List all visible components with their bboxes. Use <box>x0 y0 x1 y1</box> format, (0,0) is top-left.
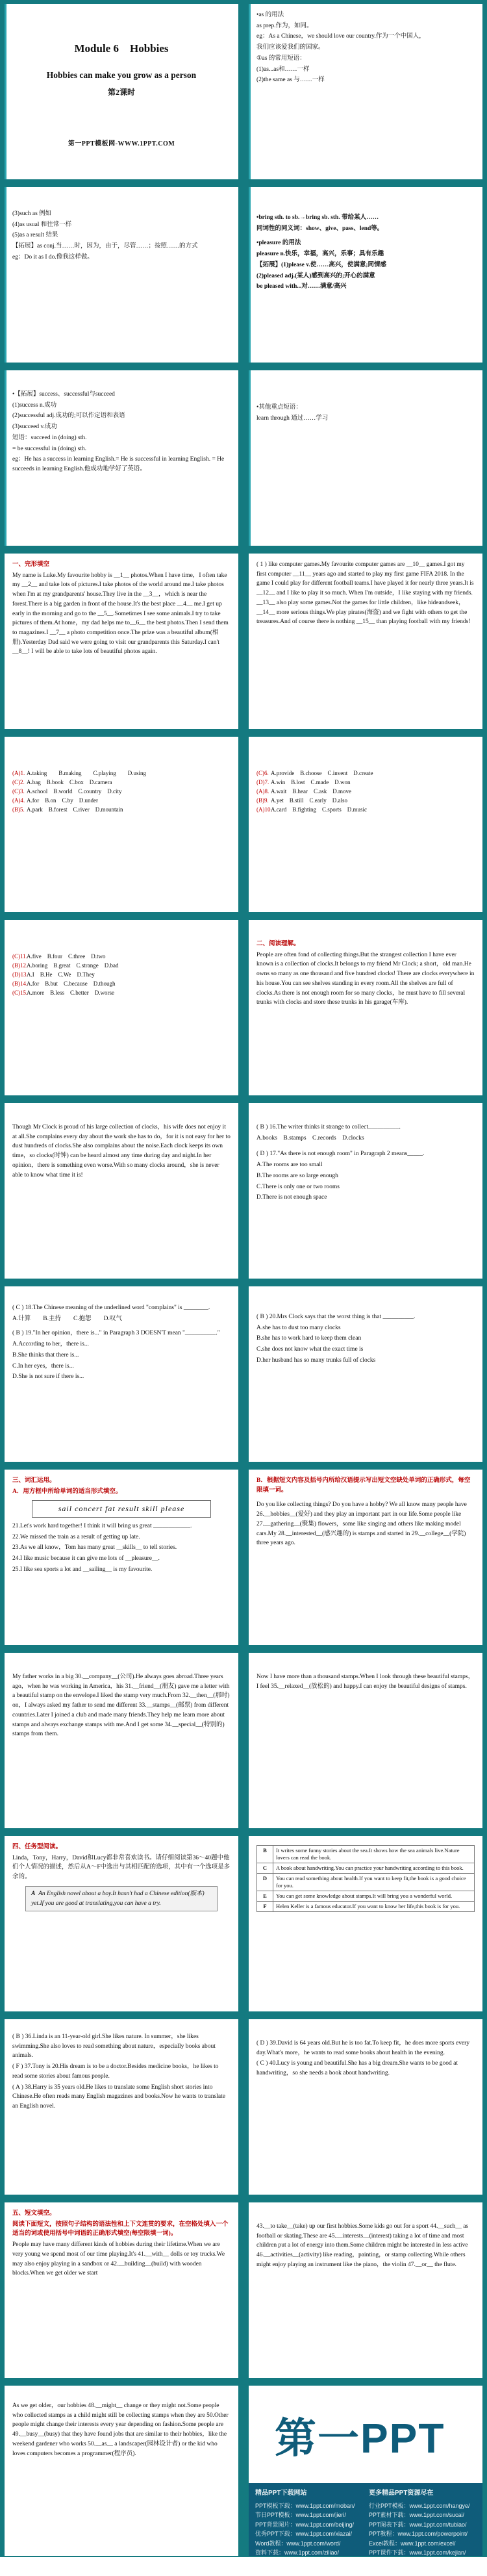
mcq-item <box>256 787 475 797</box>
text-line: be pleased with...对……满意/高兴 <box>256 283 347 290</box>
text-line: (5)as a result 结果 <box>12 232 58 239</box>
answer-number: (B)5. <box>12 806 25 813</box>
slide-fill-blanks-3 <box>5 2386 238 2556</box>
text-line: 【拓展】(1)please v.使……高兴，使满意;同情感 <box>256 261 387 268</box>
text-line: (4)as usual 和往常一样 <box>12 221 72 228</box>
answer-number: (C)3. <box>12 787 25 795</box>
text-line: pleasure n.快乐，幸福，高兴，乐事；具有乐趣 <box>256 251 384 258</box>
section-heading: 一、完形填空 <box>12 561 50 568</box>
brand-link[interactable]: Word教程：www.1ppt.com/word/ <box>255 2540 341 2547</box>
passage-text: My name is Luke.My favourite hobby is __1__ photos.When I have time，I often take my __2__ and take lots of pictures.I take photos of the world around me.I take photos when I'm at my grandparents' house.They live in the __3__，which is near the forest.There is a big garden in front of the house.It's the best place __4__ me.I get up early in the morning and go to the __5__.Sometimes I see some animals.I try to take pictures of them.At home，my dad helps me to__6__ the best photos.Then I send them to magazines.I __7__ a photo competition once.The prize was a beautiful album(相册).Yesterday Dad said we were going to visit our grandparents this Saturday.I can't __8__! I will be able to take lots of beautiful photos again. <box>12 572 229 656</box>
word-box: sail concert fat result skill please <box>32 1500 211 1518</box>
slide-row-14 <box>0 2382 487 2575</box>
mcq-item <box>12 778 231 787</box>
slide-row-8 <box>0 1282 487 1466</box>
brand-link[interactable]: 行业PPT模板：www.1ppt.com/hangye/ <box>369 2503 470 2509</box>
question-18: ( C ) 18.The Chinese meaning of the underlined word "complains" is ________. <box>12 1305 210 1311</box>
slide-row-4 <box>0 550 487 733</box>
slide-bring-pleasure <box>249 187 482 363</box>
text-line: eg：As a Chinese，we should love our country.作为一个中国人， <box>256 33 425 40</box>
section-heading: 二、阅读理解。 <box>256 941 300 947</box>
answer-number: (D)13. <box>12 971 28 978</box>
mcq-item <box>12 989 231 998</box>
slide-row-2 <box>0 183 487 366</box>
slide-question-20 <box>249 1286 482 1462</box>
question-option: A.she has to dust too many clocks <box>256 1324 341 1331</box>
task-item: ( C ) 40.Lucy is young and beautiful.She has a big dream.She wants to be good at handwriting，so she needs a book about handwriting. <box>256 2060 458 2077</box>
answer-number: (B)9. <box>256 797 269 804</box>
slide-fill-blanks <box>5 2202 238 2378</box>
unit-title: Hobbies can make you grow as a person <box>46 70 197 81</box>
question-options: A.books B.stamps C.records D.clocks <box>256 1134 364 1141</box>
task-item: ( A ) 38.Harry is 35 years old.He likes to translate some English short stories into Chinese.He often reads many English magazines and books.Now he wants to translate an English novel. <box>12 2084 225 2110</box>
answer-options: A.more B.less C.better D.worse <box>27 989 114 996</box>
slide-other-phrases <box>249 370 482 546</box>
slide-as-usage <box>249 4 482 179</box>
passage-text: Do you like collecting things? Do you have a hobby? We all know many people have 26.__hobbies__(爱好) and they play an important part in our life.Some people like 27.__gathering__(聚集) flowers，some like singing and others like making model cars.My 28.__interested__(感兴趣的) is stamps and started in 29.__college__(学院) three years ago. <box>256 1501 467 1547</box>
answer-number: (C)15. <box>12 989 28 996</box>
question-option: B.The rooms are so large enough <box>256 1172 338 1179</box>
answer-options: A.boring B.great C.strange D.bad <box>27 962 119 969</box>
slide-options-6-10 <box>249 737 482 912</box>
vocab-item: 25.I like sea sports a lot and __sailing__ is my favourite. <box>12 1566 153 1573</box>
text-line: (1)as...as和……一样 <box>256 66 310 73</box>
slide-as-phrases <box>5 187 238 363</box>
vocab-item: 22.We missed the train as a result of getting up late. <box>12 1533 140 1540</box>
section-heading: 四、任务型阅读。 <box>12 1844 62 1850</box>
passage-text: People are often fond of collecting things.But the strangest collection I have ever known is a collection of clocks.It belongs to my friend Mr Clock; a short，old man.He owns so many as one thousand and five hundred clocks! There are clocks everywhere in his house.You can see shelves standing in every room.All the shelves are full of clocks.As there is not enough room for so many clocks，he must have to fill several trunks with clocks and store these trunks in his garage(车库). <box>256 951 475 1006</box>
brand-link[interactable]: PPT素材下载：www.1ppt.com/sucai/ <box>369 2512 465 2519</box>
passage-text: As we get older，our hobbies 48.__might__ change or they might not.Some people who collected stamps as a child might still be collecting stamps when they are 50.Other people might change their interests every year depending on fashion.Some people are 49.__busy__(busy) that they have found jobs that are similar to their hobbies，like the weekend gardener who works 50.__as__ a landscaper(园林设计者) or the kid who loves computers becomes a programmer(程序员). <box>12 2403 229 2457</box>
slide-success <box>5 370 238 546</box>
text-line: (3)such as 例如 <box>12 210 52 217</box>
slide-row-12 <box>0 2015 487 2199</box>
slide-row-11 <box>0 1832 487 2015</box>
task-intro: Linda，Tony，Harry，David和Lucy都非常喜欢读书。请仔细阅读第36～40题中他们个人情况的描述，然后从A～F中选出与其相匹配的选项，其中有一个选项是多余的。 <box>12 1854 231 1881</box>
slide-fill-blanks-2 <box>249 2202 482 2378</box>
brand-link[interactable]: 试卷下载：www.1ppt.com/shiti/ <box>369 2558 450 2566</box>
task-item: ( F ) 37.Tony is 20.His dream is to be a doctor.Besides medicine books，he likes to read some stories about famous people. <box>12 2063 219 2080</box>
brand-link[interactable]: PPT模板下载：www.1ppt.com/moban/ <box>255 2503 355 2509</box>
passage-text: My father works in a big 30.__company__(公司).He always goes abroad.Three years ago，when he was working in America，his 31.__friend__(朋友) gave me a letter with a beautiful stamp on the envelope.I liked the stamp very much.From 32.__then__(那时) on，I always asked my father to send me different 33.__stamps__(邮票) from different countries.Later I joined a club and made many friends.They help me learn more about stamps and always exchange stamps with me.And I get some 34.__special__(特别的) stamps from them. <box>12 1674 230 1738</box>
slide-task-options <box>249 1836 482 2011</box>
question-16: ( B ) 16.The writer thinks it strange to collect__________. <box>256 1124 401 1130</box>
brand-link[interactable]: 教案下载：www.1ppt.com/jiaoan/ <box>255 2568 342 2575</box>
text-line: = be successful in (doing) sth. <box>12 445 87 452</box>
slide-vocab-a <box>5 1470 238 1645</box>
answer-options: A.wait B.hear C.ask D.move <box>271 787 351 795</box>
brand-column-heading: 精品PPT下载网站 <box>255 2490 307 2497</box>
brand-column <box>255 2488 362 2576</box>
question-option: C.There is only one or two rooms <box>256 1183 340 1190</box>
section-heading: 五、短文填空。 <box>12 2210 56 2217</box>
title-slide <box>5 4 238 179</box>
section-subheading: 阅读下面短文，按照句子结构的语法性和上下文连贯的要求，在空格处填入一个适当的词或使用括号中词语的正确形式填空(每空限填一词)。 <box>12 2221 229 2238</box>
mcq-item <box>256 806 475 815</box>
section-heading: 三、词汇运用。 <box>12 1477 56 1484</box>
answer-options: A.provide B.choose C.invent D.create <box>271 770 373 776</box>
vocab-item: 23.As we all know，Tom has many great __skills__ to tell stories. <box>12 1544 177 1551</box>
mcq-item <box>12 971 231 980</box>
brand-column <box>369 2488 476 2576</box>
answer-number: (C)6. <box>256 770 269 776</box>
answer-number: (D)7. <box>256 778 269 785</box>
section-subheading: A．用方框中所给单词的适当形式填空。 <box>12 1488 122 1495</box>
passage-text: People may have many different kinds of hobbies during their lifetime.When we are very young we spend most of our time playing.It's 41.__with__ dolls or toy trucks.We may also enjoy playing in a sandbox or 42.__building__(build) with wooden blocks.When we get older we start <box>12 2241 225 2277</box>
slide-vocab-b <box>249 1470 482 1645</box>
slide-reading-passage <box>249 920 482 1095</box>
slide-vocab-b-3 <box>249 1653 482 1828</box>
text-line: •其他重点短语： <box>256 404 302 411</box>
question-option: A.The rooms are too small <box>256 1162 323 1169</box>
mcq-item <box>12 980 231 989</box>
answer-options: A.I B.He C.We D.They <box>27 971 95 978</box>
brand-columns <box>255 2488 476 2576</box>
text-line: (3)succeed v.成功 <box>12 424 58 431</box>
brand-link[interactable]: 节日PPT模板：www.1ppt.com/jieri/ <box>255 2512 347 2519</box>
table-row: B It writes some funny stories about the sea.It shows how the sea animals live.Nature lovers can read the book. <box>257 1846 475 1863</box>
slide-row-9 <box>0 1466 487 1649</box>
answer-options: A.taking B.making C.playing D.using <box>27 770 146 776</box>
passage-text: 43.__to take__(take) up our first hobbies.Some kids go out for a sport 44.__such__ as football or skating.These are 45.__interests__(interest) taking a lot of time and most children put a lot of energy into them.Some children might be interested in less active 46.__activities__(activity) like reading，painting，or stamp collecting.While others might enjoy playing an instrument like the piano，the violin 47.__or__ the flute. <box>256 2223 469 2268</box>
options-table <box>256 1845 475 1912</box>
mcq-item <box>12 769 231 778</box>
text-line: •bring sth. to sb.→bring sb. sth. 带给某人…… <box>256 214 379 221</box>
brand-logo: 第一PPT <box>275 2415 445 2462</box>
slide-row-13 <box>0 2199 487 2382</box>
answer-number: (B)14. <box>12 980 28 987</box>
lesson-title: 第2课时 <box>107 88 135 97</box>
brand-link[interactable]: 范文下载：www.1ppt.com/fanwen/ <box>255 2558 345 2566</box>
answer-number: (A)8. <box>256 787 269 795</box>
slide-task-39-40 <box>249 2019 482 2195</box>
slide-cloze-passage <box>5 554 238 729</box>
answer-options: A.for B.but C.because D.though <box>27 980 116 987</box>
question-options: A.计算 B.主持 C.抱怨 D.叹气 <box>12 1315 122 1322</box>
question-option: B.She thinks that there is... <box>12 1351 79 1358</box>
brand-link[interactable]: 字体下载：www.1ppt.com/ziti/ <box>369 2568 447 2575</box>
mcq-item <box>12 962 231 971</box>
answer-options: A.yet B.still C.early D.also <box>271 797 347 804</box>
slide-options-11-15 <box>5 920 238 1095</box>
answer-number: (A)1. <box>12 770 25 776</box>
question-option: C.In her eyes，there is... <box>12 1362 74 1370</box>
answer-options: A.card B.fighting C.sports D.music <box>271 806 367 813</box>
slide-task-reading <box>5 1836 238 2011</box>
text-line: eg：He has a success in learning English.= He is successful in learning English. = He succeeds in learning English.他成功地学好了英语。 <box>12 456 225 473</box>
task-item: ( D ) 39.David is 64 years old.But he is too fat.To keep fit，he does more sports every day.What's more，he wants to read some books about health in the evening. <box>256 2040 470 2056</box>
answer-number: (C)11. <box>12 953 27 960</box>
slide-row-3 <box>0 366 487 550</box>
text-line: (2)successful adj.成功的;可以作定语和表语 <box>12 413 125 420</box>
table-row: F Helen Keller is a famous educator.If you want to know her life,this book is for you. <box>257 1902 475 1912</box>
passage-text: Though Mr Clock is proud of his large collection of clocks，his wife does not enjoy it at all.She complains every day about the work she has to do，for it is not easy for her to dust hundreds of clocks.She also complains about the noise.Each clock keeps its own time，so clocks(时钟) can be heard almost any time during day and night.In her opinion，there is something even worse.With so many clocks around，she is never able to know what time it is! <box>12 1124 231 1179</box>
brand-link[interactable]: PPT课件下载：www.1ppt.com/kejian/ <box>369 2549 466 2556</box>
section-heading: B．根据短文内容及括号内所给汉语提示写出短文空缺处单词的正确形式，每空限填一词。 <box>256 1477 471 1494</box>
text-line: (2)pleased adj.(某人)感到高兴的;开心的满意 <box>256 272 375 279</box>
answer-number: (A)4. <box>12 797 25 804</box>
answer-options: A.for B.on C.by D.under <box>27 797 98 804</box>
slide-options-1-5 <box>5 737 238 912</box>
passage-text: Now I have more than a thousand stamps.When I look through these beautiful stamps，I feel 35.__relaxed__(放松的) and happy.I can enjoy the beautiful designs of stamps. <box>256 1674 475 1690</box>
question-20: ( B ) 20.Mrs Clock says that the worst thing is that __________. <box>256 1314 416 1320</box>
slide-row-5 <box>0 733 487 916</box>
passage-text: ( 1 ) like computer games.My favourite computer games are __10__ games.I got my first computer __11__ years ago and started to play my first game FIFA 2018. In the game I could play for different football teams.I have played it for nearly three years.It is __12__ and I like to play it so much. When I'm outside，I like staying with my friends. __13__ also play some games.Not the games for little children，like hideandseek，__14__ more serious things.We play pirates(海盗) and we fight with others to get the treasures.And of course there is nothing __15__ than playing football with my friends! <box>256 561 474 626</box>
answer-number: (B)12. <box>12 962 28 969</box>
brand-link[interactable]: 优秀PPT下载：www.1ppt.com/xiazai/ <box>255 2531 353 2538</box>
question-19: ( B ) 19."In her opinion，there is..." in Paragraph 3 DOESN'T mean "__________." <box>12 1330 220 1337</box>
answer-options: A.bag B.book C.box D.camera <box>27 778 112 785</box>
text-line: •pleasure 的用法 <box>256 240 301 247</box>
slide-cloze-passage-2 <box>249 554 482 729</box>
option-a-box: A An English novel about a boy.It hasn't had a Chinese edition(版本) yet.If you are good at translating,you can have a try. <box>25 1886 218 1911</box>
answer-number: (A)10. <box>256 806 272 813</box>
slide-questions-18-19 <box>5 1286 238 1462</box>
question-option: A.According to her，there is... <box>12 1341 89 1348</box>
slide-task-36-38 <box>5 2019 238 2195</box>
slide-questions-16-17 <box>249 1103 482 1279</box>
brand-link[interactable]: Excel教程：www.1ppt.com/excel/ <box>369 2540 456 2547</box>
brand-link[interactable]: PPT图表下载：www.1ppt.com/tubiao/ <box>369 2521 467 2528</box>
question-option: D.her husband has so many trunks full of clocks <box>256 1357 376 1364</box>
text-line: 短语：succeed in (doing) sth. <box>12 434 87 441</box>
answer-options: A.five B.four C.three D.two <box>27 953 106 960</box>
text-line: 同词性的同义词：show、give、pass、lend等。 <box>256 225 384 232</box>
slide-row-1 <box>0 0 487 183</box>
text-line: (1)success n.成功 <box>12 402 57 409</box>
brand-link[interactable]: PPT背景图片：www.1ppt.com/beijing/ <box>255 2521 355 2528</box>
mcq-item <box>256 797 475 806</box>
brand-slide <box>249 2386 482 2575</box>
task-item: ( B ) 36.Linda is an 11-year-old girl.She likes nature. In summer，she likes swimming.She also loves to read something about nature，especially books about animals. <box>12 2034 216 2060</box>
mcq-item <box>12 797 231 806</box>
answer-number: (C)2. <box>12 778 25 785</box>
answer-options: A.school B.world C.country D.city <box>27 787 122 795</box>
question-option: D.She is not sure if there is... <box>12 1373 84 1381</box>
question-option: B.she has to work hard to keep them clean <box>256 1335 362 1342</box>
text-line: learn through 通过……学习 <box>256 414 329 422</box>
text-line: 我们应该爱我们的国家。 <box>256 44 325 51</box>
table-row: D You can read something about health.If you want to keep fit,the book is a good choice for you. <box>257 1874 475 1891</box>
text-line: as prep.作为，如同。 <box>256 22 313 29</box>
answer-options: A.park B.forest C.river D.mountain <box>27 806 123 813</box>
brand-link[interactable]: PPT教程：www.1ppt.com/powerpoint/ <box>369 2531 468 2538</box>
text-line: (2)the same as 与……一样 <box>256 77 325 84</box>
slide-row-7 <box>0 1099 487 1282</box>
text-line: eg：Do it as I do.像我这样做。 <box>12 253 94 261</box>
table-row: C A book about handwriting.You can practice your handwriting according to this book. <box>257 1863 475 1874</box>
mcq-item <box>256 778 475 787</box>
option-a-text: An English novel about a boy.It hasn't had a Chinese edition(版本) yet.If you are good at translating,you can have a try. <box>31 1890 205 1907</box>
slide-vocab-b-2 <box>5 1653 238 1828</box>
table-row: E You can get some knowledge about stamps.It will bring you a wonderful world. <box>257 1891 475 1902</box>
text-line: •【拓展】success、successful与succeed <box>12 391 115 398</box>
mcq-item <box>12 787 231 797</box>
slide-reading-passage-2 <box>5 1103 238 1279</box>
mcq-item <box>12 952 231 962</box>
site-text: 第一PPT模板网-WWW.1PPT.COM <box>68 140 175 147</box>
module-title: Module 6 Hobbies <box>74 42 169 55</box>
answer-options: A.win B.lost C.made D.won <box>271 778 351 785</box>
slide-row-10 <box>0 1649 487 1832</box>
vocab-item: 24.I like music because it can give me lots of __pleasure__. <box>12 1555 160 1562</box>
question-option: C.she does not know what the exact time is <box>256 1346 364 1353</box>
mcq-item <box>256 769 475 778</box>
text-line: 【拓展】as conj.当……时，因为，由于，尽管……；按照……的方式 <box>12 243 198 250</box>
mcq-item <box>12 806 231 815</box>
text-line: ①as 的常用短语： <box>256 55 306 62</box>
vocab-item: 21.Let's work hard together! I think it will bring us great ____________. <box>12 1523 192 1530</box>
brand-link[interactable]: 资料下载：www.1ppt.com/ziliao/ <box>255 2549 340 2556</box>
text-line: •as 的用法 <box>256 12 284 18</box>
question-option: D.There is not enough space <box>256 1194 327 1201</box>
slide-row-6 <box>0 916 487 1099</box>
brand-column-heading: 更多精品PPT资源尽在 <box>369 2490 434 2497</box>
question-17: ( D ) 17."As there is not enough room" in Paragraph 2 means_____. <box>256 1151 425 1158</box>
